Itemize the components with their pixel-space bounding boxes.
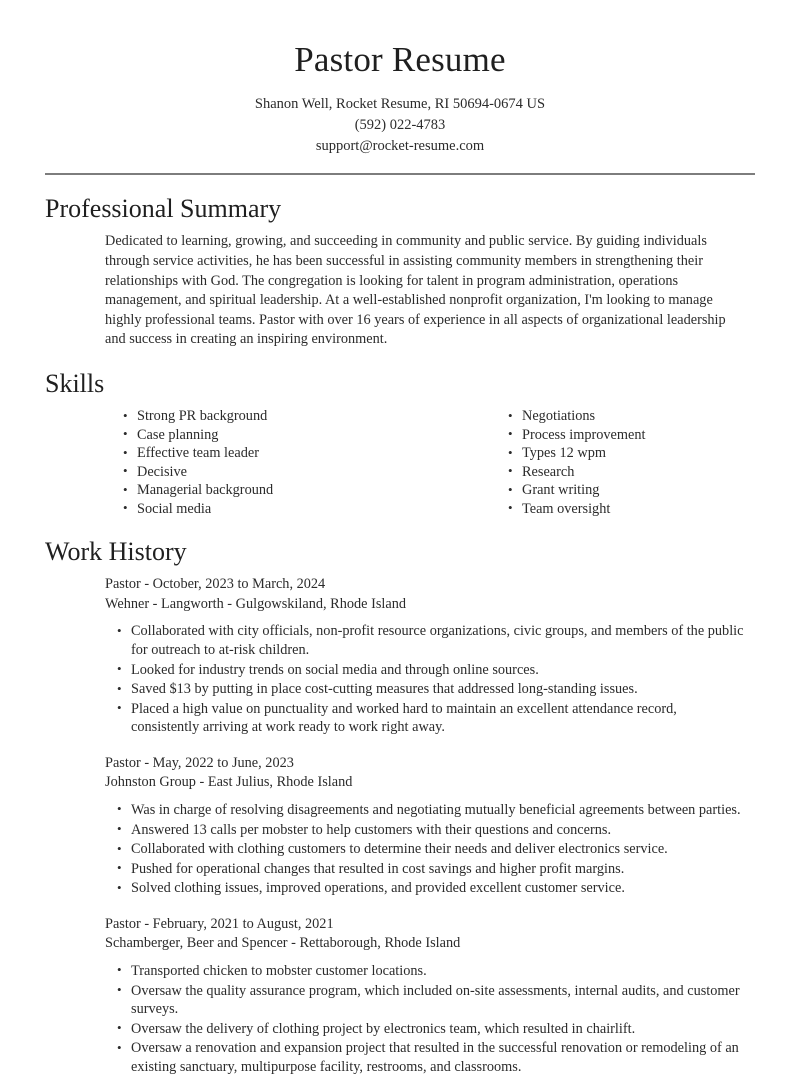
list-item: • Types 12 wpm bbox=[508, 444, 755, 462]
work-history-entry bbox=[105, 575, 755, 737]
professional-summary-body bbox=[45, 232, 755, 350]
work-history-entry bbox=[105, 915, 755, 1076]
job-title-line: Pastor - May, 2022 to June, 2023 bbox=[105, 754, 294, 771]
contact-address: Shanon Well, Rocket Resume, RI 50694-0674 US bbox=[254, 96, 546, 113]
skills-list-left bbox=[105, 407, 430, 518]
list-item: • Oversaw the delivery of clothing project by electronics team, which resulted in chairlift. bbox=[117, 1020, 755, 1039]
page-title: Pastor Resume bbox=[294, 40, 506, 79]
list-item: • Looked for industry trends on social media and through online sources. bbox=[117, 661, 755, 680]
job-bullet-list bbox=[105, 962, 755, 1076]
header-divider bbox=[45, 173, 755, 175]
list-item: • Social media bbox=[123, 500, 430, 518]
list-item: • Oversaw a renovation and expansion project that resulted in the successful renovation or remodeling of an existing sanctuary, multipurpose facility, restrooms, and classrooms. bbox=[117, 1039, 755, 1076]
list-item: • Collaborated with city officials, non-profit resource organizations, civic groups, and members of the public for outreach to at-risk children. bbox=[117, 622, 755, 659]
skills-column-left bbox=[105, 407, 430, 518]
list-item: • Solved clothing issues, improved operations, and provided excellent customer service. bbox=[117, 879, 755, 898]
list-item: • Answered 13 calls per mobster to help customers with their questions and concerns. bbox=[117, 821, 755, 840]
list-item: • Decisive bbox=[123, 463, 430, 481]
list-item: • Placed a high value on punctuality and worked hard to maintain an excellent attendance record, consistently arriving at work ready to work right away. bbox=[117, 700, 755, 737]
list-item: • Grant writing bbox=[508, 481, 755, 499]
skills-list-right bbox=[490, 407, 755, 518]
job-title-line: Pastor - October, 2023 to March, 2024 bbox=[105, 576, 326, 593]
job-company-line: Johnston Group - East Julius, Rhode Island bbox=[105, 774, 353, 791]
job-bullet-list bbox=[105, 622, 755, 737]
contact-block bbox=[45, 94, 755, 157]
skills-body bbox=[45, 407, 755, 518]
work-history-entry bbox=[105, 754, 755, 898]
list-item: • Pushed for operational changes that resulted in cost savings and higher profit margins. bbox=[117, 860, 755, 879]
resume-document bbox=[0, 40, 800, 1076]
list-item: • Process improvement bbox=[508, 426, 755, 444]
contact-phone: (592) 022-4783 bbox=[354, 117, 446, 134]
skills-column-right bbox=[430, 407, 755, 518]
list-item: • Collaborated with clothing customers to determine their needs and deliver electronics service. bbox=[117, 840, 755, 859]
work-history-body bbox=[45, 575, 755, 1076]
section-heading-skills: Skills bbox=[45, 369, 105, 398]
list-item: • Research bbox=[508, 463, 755, 481]
job-bullet-list bbox=[105, 801, 755, 898]
list-item: • Oversaw the quality assurance program, which included on-site assessments, internal audits, and customer surveys. bbox=[117, 982, 755, 1019]
list-item: • Saved $13 by putting in place cost-cutting measures that addressed long-standing issues. bbox=[117, 680, 755, 699]
list-item: • Case planning bbox=[123, 426, 430, 444]
professional-summary-text: Dedicated to learning, growing, and succeeding in community and public service. By guiding individuals through service activities, he has been successful in assisting community members in strengthening their relationships with God. The congregation is looking for talent in program administration, operations management, and spiritual leadership. At a well-established nonprofit organization, I'm looking to manage highly professional teams. Pastor with over 16 years of experience in all aspects of organizational leadership and success in creating an inspiring environment. bbox=[105, 233, 726, 348]
list-item: • Team oversight bbox=[508, 500, 755, 518]
list-item: • Strong PR background bbox=[123, 407, 430, 425]
job-company-line: Schamberger, Beer and Spencer - Rettaborough, Rhode Island bbox=[105, 935, 461, 952]
section-professional-summary bbox=[45, 193, 755, 350]
list-item: • Managerial background bbox=[123, 481, 430, 499]
resume-header bbox=[45, 40, 755, 175]
section-work-history bbox=[45, 536, 755, 1076]
section-heading-work-history: Work History bbox=[45, 537, 187, 567]
list-item: • Transported chicken to mobster customer locations. bbox=[117, 962, 755, 981]
list-item: • Was in charge of resolving disagreements and negotiating mutually beneficial agreements between parties. bbox=[117, 801, 755, 820]
job-title-line: Pastor - February, 2021 to August, 2021 bbox=[105, 915, 334, 932]
list-item: • Negotiations bbox=[508, 407, 755, 425]
list-item: • Effective team leader bbox=[123, 444, 430, 462]
job-company-line: Wehner - Langworth - Gulgowskiland, Rhode Island bbox=[105, 595, 407, 612]
section-skills bbox=[45, 368, 755, 518]
contact-email: support@rocket-resume.com bbox=[315, 138, 485, 155]
section-heading-professional-summary: Professional Summary bbox=[45, 194, 282, 224]
